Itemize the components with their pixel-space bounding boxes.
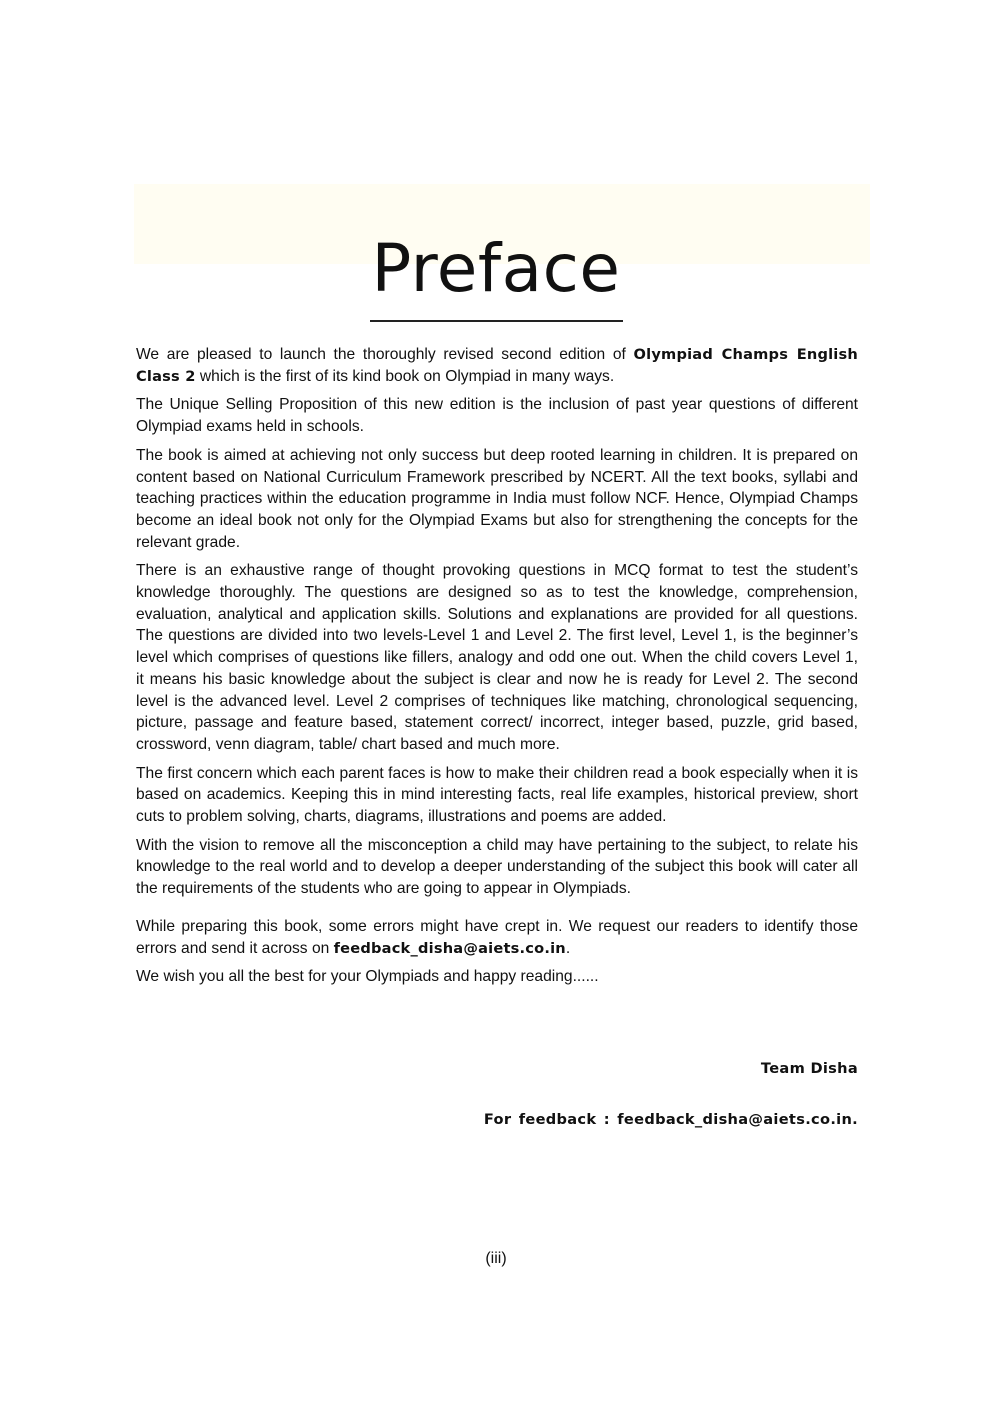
feedback-line: For feedback : feedback_disha@aiets.co.in. [483, 1111, 858, 1128]
signature-team: Team Disha [760, 1060, 858, 1077]
page-title: Preface [371, 230, 621, 307]
paragraph-text: which is the first of its kind book on Olympiad in many ways. [195, 367, 615, 385]
paragraph-text: We are pleased to launch the thoroughly revised second edition of [136, 346, 634, 363]
feedback-email: feedback_disha@aiets.co.in [333, 939, 566, 957]
paragraph-wishes [136, 966, 858, 988]
paragraph-errors [136, 916, 858, 959]
preface-body [136, 344, 858, 995]
paragraph-text: The first concern which each parent faces is how to make their children read a book especially when it is based on academics. Keeping this in mind interesting facts, real life examples, historical preview, short cuts to problem solving, charts, diagrams, illustrations and poems are added. [136, 764, 858, 826]
paragraph-usp [136, 394, 858, 437]
paragraph-parent-concern [136, 763, 858, 828]
paragraph-aim [136, 445, 858, 554]
paragraph-text: While preparing this book, some errors might have crept in. We request our readers to identify those errors and send it across on [136, 917, 858, 957]
paragraph-text: We wish you all the best for your Olympiads and happy reading...... [136, 968, 599, 986]
paragraph-text: With the vision to remove all the misconception a child may have pertaining to the subject, to relate his knowledge to the real world and to develop a deeper understanding of the subject this book will cater all the requirements of the students who are going to appear in Olympiads. [136, 836, 858, 898]
paragraph-text: . [565, 939, 571, 957]
paragraph-intro [136, 344, 858, 387]
paragraph-text: The Unique Selling Proposition of this new edition is the inclusion of past year questions of different Olympiad exams held in schools. [136, 396, 858, 436]
book-title-bold: Olympiad Champs English Class 2 [136, 346, 858, 385]
paragraph-text: There is an exhaustive range of thought provoking questions in MCQ format to test the student’s knowledge thoroughly. The questions are designed so as to test the knowledge, comprehension, evaluation, analytical and application skills. Solutions and explanations are provided for all questions. The questions are divided into two levels-Level 1 and Level 2. The first level, Level 1, is the beginner’s level which comprises of questions like fillers, analogy and odd one out. When the child covers Level 1, it means his basic knowledge about the subject is clear and now he is ready for Level 2. The second level is the advanced level. Level 2 comprises of techniques like matching, chronological sequencing, picture, passage and feature based, statement correct/ incorrect, integer based, puzzle, grid based, crossword, venn diagram, table/ chart based and much more. [136, 562, 858, 753]
paragraph-text: The book is aimed at achieving not only success but deep rooted learning in children. It is prepared on content based on National Curriculum Framework prescribed by NCERT. All the text books, syllabi and teaching practices within the education programme in India must follow NCF. Hence, Olympiad Champs become an ideal book not only for the Olympiad Exams but also for strengthening the concepts for the relevant grade. [136, 446, 858, 551]
paragraph-levels [136, 560, 858, 755]
paragraph-vision [136, 835, 858, 900]
page-number: (iii) [485, 1250, 507, 1267]
title-underline [370, 320, 623, 322]
